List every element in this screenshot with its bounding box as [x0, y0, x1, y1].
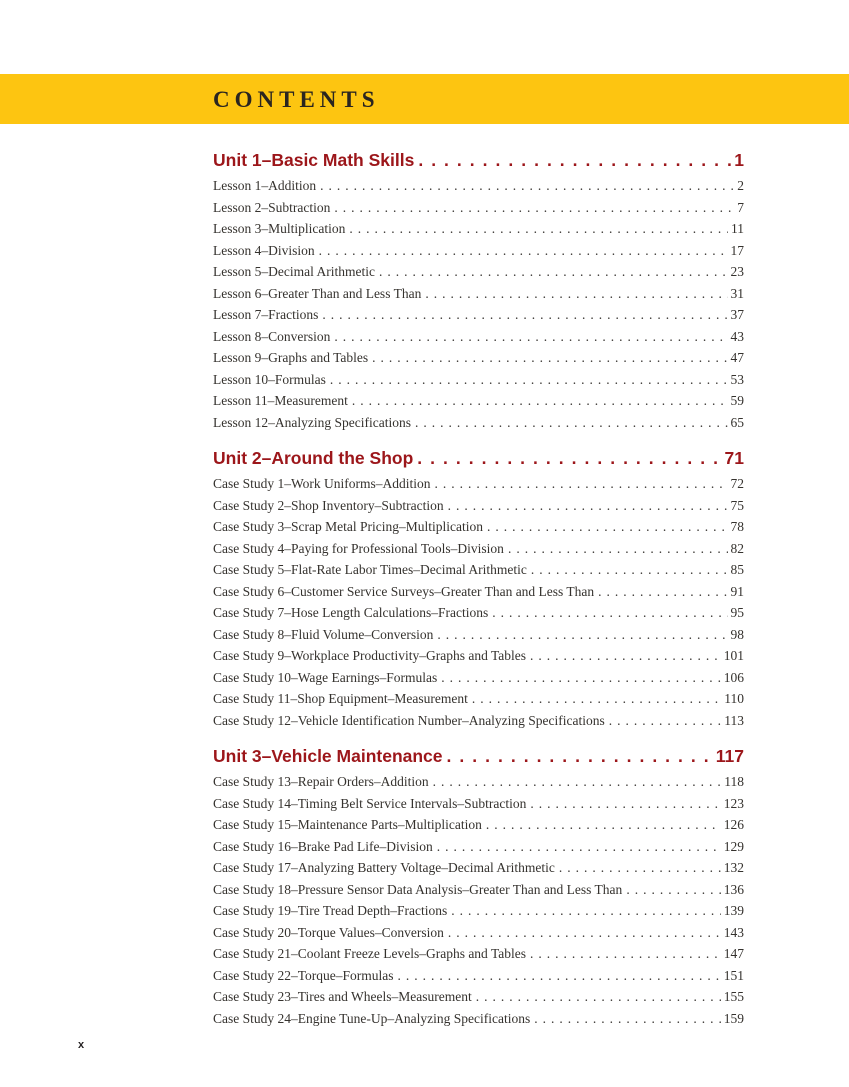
entry-title: Case Study 22–Torque–Formulas	[213, 967, 394, 983]
dot-leader	[448, 922, 721, 944]
dot-leader	[451, 900, 720, 922]
toc-unit	[213, 447, 744, 731]
toc-entry-row	[213, 879, 744, 901]
entry-page-number: 43	[730, 328, 744, 344]
entry-page-number: 126	[723, 817, 744, 832]
contents-banner	[0, 74, 849, 124]
dot-leader	[415, 412, 728, 434]
entry-page-number: 159	[723, 1010, 744, 1026]
entry-title: Case Study 16–Brake Pad Life–Division	[213, 838, 433, 854]
dot-leader	[530, 793, 720, 815]
entry-page-number: 95	[730, 605, 744, 620]
entry-title: Lesson 3–Multiplication	[213, 221, 346, 236]
toc-entry-row	[213, 793, 744, 815]
dot-leader	[425, 283, 727, 305]
dot-leader	[447, 745, 713, 767]
footer-page-number: x	[78, 1039, 85, 1051]
page-title: CONTENTS	[213, 87, 380, 112]
dot-leader	[334, 197, 734, 219]
entry-page-number: 91	[730, 583, 744, 599]
entry-page-number: 17	[730, 242, 744, 258]
entry-title: Case Study 3–Scrap Metal Pricing–Multiplication	[213, 519, 483, 534]
entry-title: Lesson 4–Division	[213, 242, 315, 258]
entry-title: Case Study 21–Coolant Freeze Levels–Graphs and Tables	[213, 946, 526, 961]
entry-title: Case Study 23–Tires and Wheels–Measurement	[213, 989, 472, 1004]
entry-page-number: 65	[730, 414, 744, 430]
entry-page-number: 136	[723, 881, 744, 897]
dot-leader	[598, 581, 727, 603]
entry-title: Case Study 15–Maintenance Parts–Multiplication	[213, 817, 482, 832]
toc-entry-row	[213, 836, 744, 858]
toc-entry-row	[213, 347, 744, 369]
toc-entry-row	[213, 495, 744, 517]
entry-title: Case Study 2–Shop Inventory–Subtraction	[213, 497, 444, 513]
entry-page-number: 75	[730, 497, 744, 513]
toc-entry-row	[213, 857, 744, 879]
dot-leader	[508, 538, 728, 560]
entry-title: Case Study 18–Pressure Sensor Data Analysis–Greater Than and Less Than	[213, 881, 623, 897]
toc-entry-row	[213, 412, 744, 434]
toc-entry-row	[213, 175, 744, 197]
entry-page-number: 23	[730, 264, 744, 279]
dot-leader	[372, 347, 727, 369]
entry-title: Case Study 17–Analyzing Battery Voltage–Decimal Arithmetic	[213, 860, 555, 875]
entry-page-number: 78	[730, 519, 744, 534]
dot-leader	[487, 516, 728, 538]
dot-leader	[418, 149, 731, 171]
dot-leader	[530, 645, 721, 667]
entry-title: Lesson 2–Subtraction	[213, 199, 331, 215]
entry-title: Lesson 8–Conversion	[213, 328, 331, 344]
entry-title: Lesson 11–Measurement	[213, 393, 348, 408]
unit-page-number: 117	[715, 746, 744, 766]
dot-leader	[398, 965, 721, 987]
entry-title: Case Study 4–Paying for Professional Tools–Division	[213, 540, 504, 556]
entry-page-number: 110	[724, 691, 744, 706]
dot-leader	[441, 667, 720, 689]
entry-page-number: 139	[723, 903, 744, 918]
toc-entry-row	[213, 516, 744, 538]
entry-page-number: 113	[724, 712, 744, 728]
dot-leader	[437, 624, 727, 646]
entry-page-number: 106	[723, 669, 744, 685]
toc-entry-row	[213, 369, 744, 391]
dot-leader	[626, 879, 720, 901]
entry-title: Lesson 12–Analyzing Specifications	[213, 414, 411, 430]
toc-entry-row	[213, 814, 744, 836]
entry-page-number: 101	[723, 648, 744, 663]
entry-title: Case Study 1–Work Uniforms–Addition	[213, 476, 431, 491]
entry-page-number: 59	[730, 393, 744, 408]
dot-leader	[352, 390, 728, 412]
entry-page-number: 147	[723, 946, 744, 961]
toc-entry-row	[213, 240, 744, 262]
toc-entry-row	[213, 900, 744, 922]
toc-unit	[213, 149, 744, 433]
dot-leader	[417, 447, 721, 469]
dot-leader	[330, 369, 728, 391]
entry-page-number: 82	[730, 540, 744, 556]
entry-page-number: 85	[730, 562, 744, 577]
entry-page-number: 129	[723, 838, 744, 854]
entry-title: Case Study 13–Repair Orders–Addition	[213, 774, 429, 789]
toc-unit	[213, 745, 744, 1029]
entry-title: Lesson 7–Fractions	[213, 307, 319, 322]
entry-page-number: 47	[730, 350, 744, 365]
entry-title: Case Study 5–Flat-Rate Labor Times–Decimal Arithmetic	[213, 562, 527, 577]
entry-page-number: 11	[731, 221, 744, 236]
unit-title: Unit 3–Vehicle Maintenance	[213, 746, 443, 766]
unit-title: Unit 1–Basic Math Skills	[213, 150, 415, 170]
entry-page-number: 98	[730, 626, 744, 642]
entry-title: Lesson 10–Formulas	[213, 371, 326, 387]
toc-entry-row	[213, 283, 744, 305]
unit-page-number: 1	[734, 150, 744, 170]
entry-title: Case Study 19–Tire Tread Depth–Fractions	[213, 903, 448, 918]
unit-title: Unit 2–Around the Shop	[213, 448, 414, 468]
toc-entry-row	[213, 710, 744, 732]
entry-title: Lesson 5–Decimal Arithmetic	[213, 264, 375, 279]
toc-entry-row	[213, 326, 744, 348]
toc-entry-row	[213, 538, 744, 560]
dot-leader	[379, 261, 728, 283]
toc-entry-row	[213, 602, 744, 624]
entry-page-number: 7	[737, 199, 744, 215]
dot-leader	[476, 986, 721, 1008]
toc-unit-heading-row	[213, 447, 744, 469]
entry-title: Case Study 7–Hose Length Calculations–Fractions	[213, 605, 489, 620]
dot-leader	[492, 602, 727, 624]
toc-entry-row	[213, 771, 744, 793]
dot-leader	[530, 943, 721, 965]
entry-title: Case Study 6–Customer Service Surveys–Greater Than and Less Than	[213, 583, 595, 599]
toc-entry-row	[213, 197, 744, 219]
entry-page-number: 53	[730, 371, 744, 387]
dot-leader	[435, 473, 728, 495]
entry-title: Lesson 9–Graphs and Tables	[213, 350, 369, 365]
dot-leader	[334, 326, 727, 348]
toc-entry-row	[213, 943, 744, 965]
toc-entry-row	[213, 645, 744, 667]
toc-entry-row	[213, 390, 744, 412]
toc-entry-row	[213, 624, 744, 646]
toc-entry-row	[213, 559, 744, 581]
entry-title: Case Study 11–Shop Equipment–Measurement	[213, 691, 468, 706]
toc-entry-row	[213, 218, 744, 240]
entry-title: Case Study 14–Timing Belt Service Intervals–Subtraction	[213, 795, 527, 811]
toc-entry-row	[213, 922, 744, 944]
entry-page-number: 37	[730, 307, 744, 322]
entry-page-number: 151	[723, 967, 744, 983]
entry-title: Case Study 8–Fluid Volume–Conversion	[213, 626, 434, 642]
dot-leader	[609, 710, 721, 732]
dot-leader	[448, 495, 728, 517]
dot-leader	[319, 240, 728, 262]
entry-page-number: 72	[730, 476, 744, 491]
entry-title: Lesson 6–Greater Than and Less Than	[213, 285, 422, 301]
toc-entry-row	[213, 304, 744, 326]
toc-unit-heading-row	[213, 149, 744, 171]
toc-unit-heading-row	[213, 745, 744, 767]
entry-page-number: 2	[737, 178, 744, 193]
entry-page-number: 143	[723, 924, 744, 940]
toc-entry-row	[213, 965, 744, 987]
entry-page-number: 155	[723, 989, 744, 1004]
entry-title: Case Study 24–Engine Tune-Up–Analyzing Specifications	[213, 1010, 531, 1026]
toc-entry-row	[213, 1008, 744, 1030]
entry-page-number: 31	[730, 285, 744, 301]
dot-leader	[486, 814, 721, 836]
entry-title: Case Study 10–Wage Earnings–Formulas	[213, 669, 438, 685]
dot-leader	[433, 771, 722, 793]
entry-page-number: 118	[724, 774, 744, 789]
entry-page-number: 123	[723, 795, 744, 811]
dot-leader	[472, 688, 721, 710]
entry-title: Lesson 1–Addition	[213, 178, 317, 193]
unit-page-number: 71	[724, 448, 744, 468]
toc-entry-row	[213, 261, 744, 283]
toc-entry-row	[213, 473, 744, 495]
toc-entry-row	[213, 667, 744, 689]
entry-title: Case Study 9–Workplace Productivity–Graphs and Tables	[213, 648, 527, 663]
dot-leader	[534, 1008, 721, 1030]
dot-leader	[559, 857, 721, 879]
dot-leader	[349, 218, 728, 240]
entry-title: Case Study 20–Torque Values–Conversion	[213, 924, 444, 940]
toc-entry-row	[213, 581, 744, 603]
dot-leader	[437, 836, 721, 858]
entry-page-number: 132	[723, 860, 744, 875]
toc	[213, 124, 744, 1029]
dot-leader	[531, 559, 728, 581]
entry-title: Case Study 12–Vehicle Identification Number–Analyzing Specifications	[213, 712, 605, 728]
toc-entry-row	[213, 986, 744, 1008]
dot-leader	[320, 175, 734, 197]
dot-leader	[322, 304, 727, 326]
toc-entry-row	[213, 688, 744, 710]
